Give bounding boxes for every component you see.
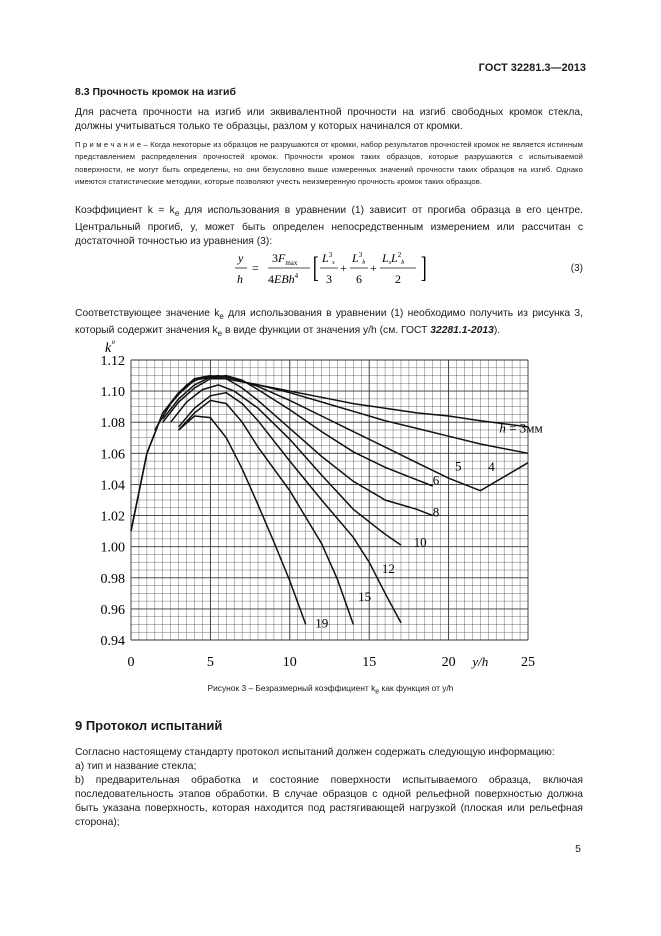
y-tick-label: 0.94 — [100, 634, 125, 649]
figure-caption-b: как функция от y/h — [379, 683, 454, 693]
page-number: 5 — [575, 843, 581, 855]
y-tick-label: 1.06 — [100, 447, 125, 463]
y-tick-label: 1.02 — [100, 509, 125, 525]
x-tick-label: 10 — [282, 655, 297, 670]
note-label: П р и м е ч а н и е — [75, 140, 142, 149]
svg-text:LsL2b: LsL$^2_b$ — [382, 251, 405, 266]
svg-text:2: 2 — [395, 272, 401, 286]
paragraph-3-d: ). — [493, 325, 501, 337]
standard-header: ГОСТ 32281.3—2013 — [478, 62, 586, 74]
x-tick-label: 20 — [441, 655, 456, 670]
svg-text:y: y — [238, 251, 244, 265]
y-tick-label: 1.00 — [100, 540, 125, 556]
paragraph-3-b: для использования в уравнении (1) необходимо получить из рисунка 3, который содержит значения k — [75, 308, 584, 337]
svg-text:4EBh4: 4EBh$^4$ — [268, 272, 299, 286]
paragraph-2-b: для использования в уравнении (1) зависит от прогиба образца в его центре. Центральный прогиб, y, может быть определен непосредственным измерением или рассчитан с достаточной точностью из уравнения (3): — [75, 205, 583, 248]
x-tick-label: 15 — [362, 655, 377, 670]
section-9-item-b: b) предварительная обработка и состояние поверхности испытываемого образца, включая последовательность этапов обработки. В случае образцов с одной рельефной поверхностью должна быть указана поверхность, которая находится под растягивающей нагрузкой (плоская или рельефная сторона); — [75, 775, 583, 828]
svg-text:=: = — [252, 261, 259, 275]
section-title-8-3: 8.3 Прочность кромок на изгиб — [75, 86, 236, 98]
svg-text:h: h — [237, 272, 243, 286]
x-tick-label: 5 — [206, 655, 214, 670]
svg-text:[: [ — [312, 251, 319, 285]
x-axis-label: y/h — [472, 654, 489, 669]
svg-text:L3s: $L^3_s$ — [322, 251, 335, 266]
paragraph-2 — [75, 204, 583, 249]
y-axis-label: k — [105, 341, 112, 356]
svg-text:]: ] — [420, 251, 427, 285]
x-tick-label: 25 — [521, 655, 535, 670]
series-label-5: 5 — [454, 458, 462, 474]
svg-text:+: + — [340, 261, 347, 275]
svg-text:3Fmax: $3F_{max}$ — [272, 251, 298, 267]
y-tick-label: 1.10 — [100, 385, 125, 401]
y-axis-label-sub: e — [112, 338, 116, 346]
series-label-10: 10 — [413, 534, 427, 550]
svg-text:3: 3 — [326, 272, 332, 286]
figure-caption-sub: e — [375, 688, 380, 696]
paragraph-2-a: Коэффициент k = k — [75, 205, 175, 216]
svg-text:L3b: $L^3_b$ — [352, 251, 366, 266]
note-block — [75, 139, 583, 189]
section-9-intro: Согласно настоящему стандарту протокол испытаний должен содержать следующую информацию: — [75, 747, 555, 758]
series-label-h = 3мм: h = 3мм — [499, 420, 543, 436]
paragraph-3-sub-2: e — [217, 329, 223, 339]
series-line-10 — [171, 385, 401, 545]
paragraph-1-text: Для расчета прочности на изгиб или эквивалентной прочности на изгиб свободных кромок стекла, должны учитываться только те образцы, разлом у которых начинался от кромки. — [75, 107, 583, 132]
svg-text:+: + — [370, 261, 377, 275]
figure-caption — [0, 683, 661, 696]
paragraph-1 — [75, 106, 583, 134]
y-tick-label: 1.08 — [100, 416, 125, 432]
note-text: – Когда некоторые из образцов не разрушаются от кромки, набор результатов прочностей кромок не является истинным представлением распределения прочностей кромок. Прочности кромок таких образцов, которые разрушаются с испытываемой поверхности, не могут быть определены, но они безусловно выше измеренных значений прочности таких образцов на изгиб. Однако имеются статистические методики, которые позволяют учесть неизмеренную прочность кромок таких образцов. — [75, 140, 583, 187]
series-label-15: 15 — [358, 589, 372, 605]
ke-chart — [0, 335, 661, 675]
paragraph-3-sub: e — [219, 312, 224, 322]
figure-caption-a: Рисунок 3 – Безразмерный коэффициент k — [207, 683, 376, 693]
series-label-8: 8 — [432, 504, 440, 520]
paragraph-2-sub: e — [174, 209, 180, 219]
y-tick-label: 1.12 — [100, 354, 125, 369]
y-tick-label: 0.96 — [100, 602, 125, 618]
section-title-9: 9 Протокол испытаний — [75, 718, 223, 733]
y-tick-label: 0.98 — [100, 571, 125, 587]
paragraph-3-a: Соответствующее значение k — [75, 308, 220, 319]
equation-number: (3) — [570, 263, 583, 274]
series-label-19: 19 — [315, 615, 329, 631]
section-9-item-a: а) тип и название стекла; — [75, 761, 197, 772]
x-tick-label: 0 — [127, 655, 135, 670]
paragraph-3-ref: 32281.1-2013 — [430, 325, 494, 337]
svg-text:6: 6 — [356, 272, 362, 286]
y-tick-label: 1.04 — [100, 478, 125, 494]
series-label-4: 4 — [488, 459, 495, 475]
chart-series-labels — [315, 420, 543, 630]
chart-minor-grid — [131, 360, 528, 640]
equation-3 — [230, 246, 430, 290]
paragraph-3-c: в виде функции от значения y/h (см. ГОСТ — [222, 325, 431, 337]
series-label-12: 12 — [381, 561, 395, 577]
series-label-6: 6 — [432, 472, 440, 488]
